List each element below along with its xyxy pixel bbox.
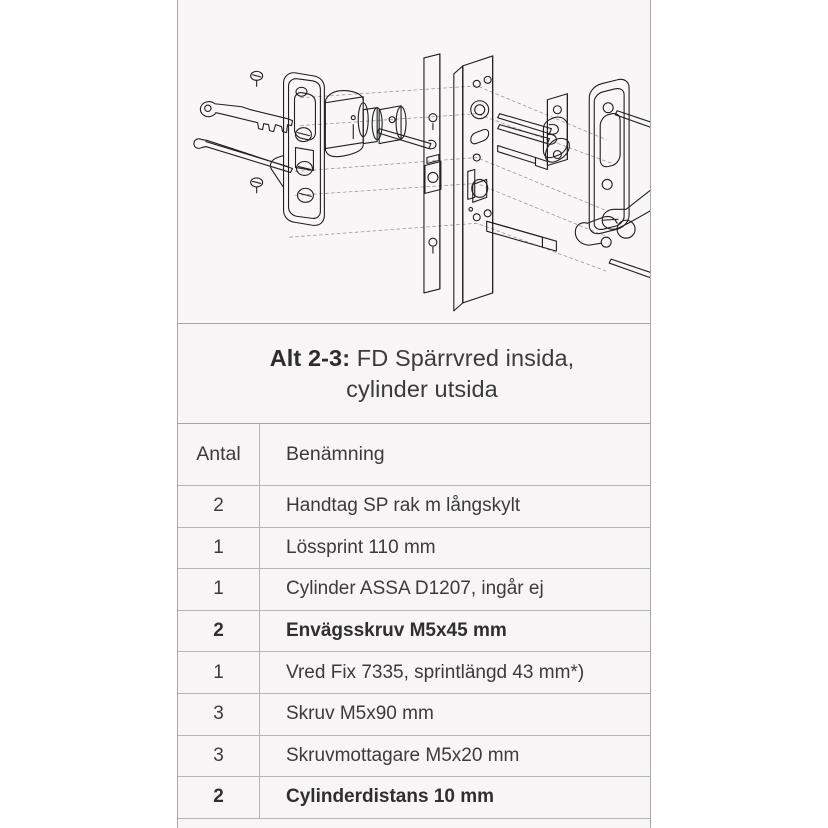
illustration-panel — [178, 0, 650, 324]
thumb-turn-vred — [543, 94, 569, 166]
cell-part-name: Skruvmottagare M5x20 mm — [286, 744, 520, 766]
screw-set-upper — [498, 114, 559, 145]
cell-part-name: Vred Fix 7335, sprintlängd 43 mm*) — [286, 661, 585, 683]
cell-quantity: 2 — [178, 611, 260, 652]
table-header-row — [178, 424, 650, 486]
cell-part-name: Cylinder ASSA D1207, ingår ej — [286, 578, 544, 600]
screw-set-right-bottom — [609, 259, 650, 291]
mortise-lock-case — [454, 56, 493, 311]
cell-quantity: 1 — [178, 652, 260, 693]
cell-quantity: 1 — [178, 569, 260, 610]
product-card — [177, 0, 651, 828]
table-row — [178, 528, 650, 570]
lock-cylinder — [325, 91, 436, 157]
key-icon — [200, 102, 292, 133]
cell-part-name: Cylinderdistans 10 mm — [286, 786, 495, 808]
door-leaf — [424, 54, 441, 293]
card-title-description-line2: cylinder utsida — [346, 375, 498, 402]
cell-part-name: Envägsskruv M5x45 mm — [286, 620, 507, 642]
card-title-description: FD Spärrvred insida, — [356, 344, 575, 371]
column-header-benamning: Benämning — [286, 443, 385, 465]
table-row — [178, 486, 650, 528]
cell-part-name: Skruv M5x90 mm — [286, 703, 434, 725]
table-row — [178, 736, 650, 778]
column-header-antal: Antal — [178, 424, 260, 485]
cell-part-name: Handtag SP rak m långskylt — [286, 495, 521, 517]
card-title — [270, 343, 575, 405]
inside-long-plate — [589, 79, 629, 247]
exploded-door-lock-assembly-diagram — [178, 0, 650, 323]
table-row — [178, 694, 650, 736]
cell-quantity: 1 — [178, 528, 260, 569]
outside-long-plate — [270, 73, 324, 226]
screw-head-top — [251, 71, 263, 86]
parts-table — [178, 424, 650, 828]
table-row — [178, 652, 650, 694]
spindle-lossprint — [498, 146, 548, 170]
cell-quantity: 2 — [178, 777, 260, 818]
table-body — [178, 486, 650, 819]
card-title-block — [178, 324, 650, 424]
lever-handle — [575, 184, 650, 245]
cell-quantity: 3 — [178, 736, 260, 777]
table-row — [178, 569, 650, 611]
table-row — [178, 611, 650, 653]
table-row — [178, 777, 650, 819]
long-screw-left — [194, 139, 293, 173]
cell-part-name: Lössprint 110 mm — [286, 536, 436, 558]
cell-quantity: 3 — [178, 694, 260, 735]
spindle-lower — [487, 221, 557, 251]
screw-head-bottom — [251, 178, 263, 193]
card-title-alt-label: Alt 2-3: — [269, 344, 351, 371]
cell-quantity: 2 — [178, 486, 260, 527]
